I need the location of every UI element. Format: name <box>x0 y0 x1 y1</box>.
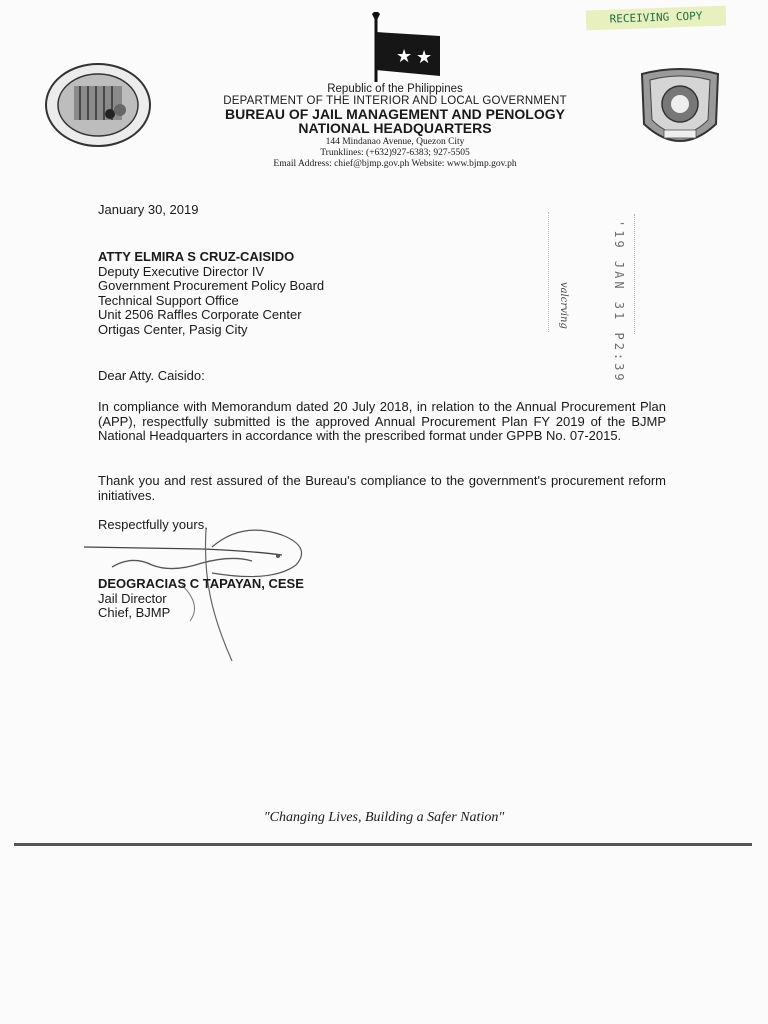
received-stamp-datetime: '19 JAN 31 P2:39 <box>612 220 626 384</box>
signatory-block <box>98 577 304 621</box>
header-trunklines: Trunklines: (+632)927-6383; 927-5505 <box>320 148 470 158</box>
header-address: 144 Mindanao Avenue, Quezon City <box>325 137 465 147</box>
recipient-line: Government Procurement Policy Board <box>98 278 325 293</box>
header-republic: Republic of the Philippines <box>327 83 463 95</box>
signatory-title: Chief, BJMP <box>98 605 171 620</box>
header-bureau: BUREAU OF JAIL MANAGEMENT AND PENOLOGY <box>225 106 565 122</box>
bjmp-seal-logo <box>44 62 154 148</box>
footer-motto: "Changing Lives, Building a Safer Nation" <box>263 810 505 825</box>
received-stamp-initials: valcrving <box>558 282 569 329</box>
letter-date: January 30, 2019 <box>98 202 199 217</box>
body-paragraph: Thank you and rest assured of the Bureau's compliance to the government's procurement reform initiatives. <box>98 473 666 503</box>
recipient-name: ATTY ELMIRA S CRUZ-CAISIDO <box>98 249 295 264</box>
received-stamp <box>548 212 698 384</box>
receiving-copy-stamp: RECEIVING COPY <box>586 6 727 31</box>
stamp-divider <box>634 214 636 334</box>
header-national-headquarters: NATIONAL HEADQUARTERS <box>298 120 492 136</box>
footer-divider <box>14 843 752 846</box>
body-paragraph: In compliance with Memorandum dated 20 July 2018, in relation to the Annual Procurement Plan (APP), respectfully submitted is the approved Annual Procurement Plan FY 2019 of the BJMP National Headquarters in accordance with the prescribed format under GPPB No. 07-2015. <box>98 399 666 443</box>
flag-two-stars-icon <box>362 12 444 84</box>
bjmp-shield-logo <box>634 68 726 152</box>
svg-text:★: ★ <box>396 46 413 67</box>
svg-text:★: ★ <box>416 47 433 68</box>
recipient-block <box>98 250 498 337</box>
salutation: Dear Atty. Caisido: <box>98 368 205 383</box>
header-department: DEPARTMENT OF THE INTERIOR AND LOCAL GOVERNMENT <box>223 95 567 107</box>
stamp-divider <box>548 212 550 332</box>
header-email-website: Email Address: chief@bjmp.gov.ph Website: www.bjmp.gov.ph <box>273 159 517 169</box>
closing: Respectfully yours, <box>98 517 208 532</box>
signatory-name: DEOGRACIAS C TAPAYAN, CESE <box>98 576 304 591</box>
recipient-line: Technical Support Office <box>98 292 239 308</box>
recipient-line: Unit 2506 Raffles Corporate Center <box>98 307 302 322</box>
recipient-line: Deputy Executive Director IV <box>98 263 265 279</box>
recipient-line: Ortigas Center, Pasig City <box>98 321 248 337</box>
signatory-title: Jail Director <box>98 590 167 606</box>
